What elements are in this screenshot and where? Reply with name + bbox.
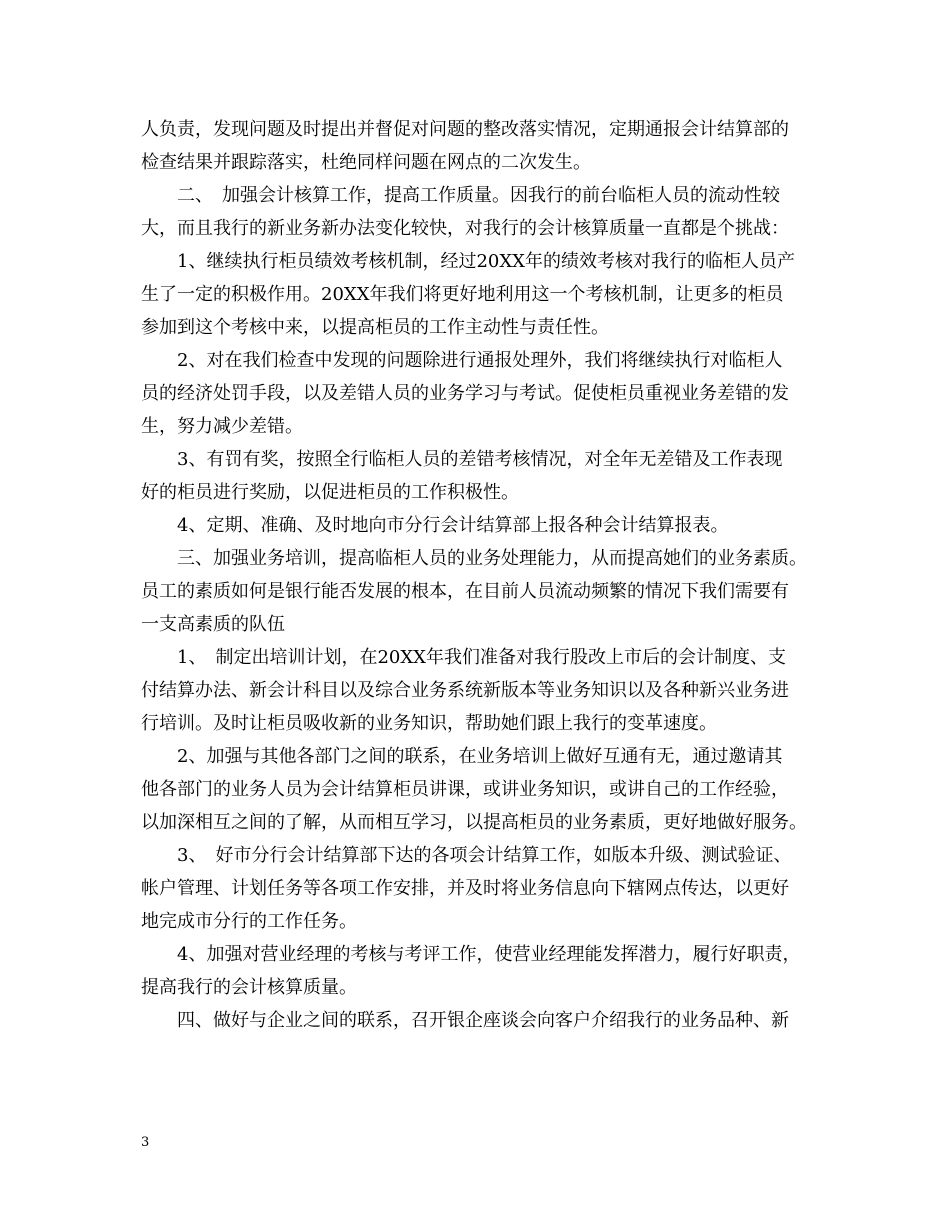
text-line: 4、加强对营业经理的考核与考评工作，使营业经理能发挥潜力，履行好职责， xyxy=(141,944,801,965)
text-line: 帐户管理、计划任务等各项工作安排，并及时将业务信息向下辖网点传达，以更好 xyxy=(141,878,789,899)
text-line: 员的经济处罚手段，以及差错人员的业务学习与考试。促使柜员重视业务差错的发 xyxy=(141,383,789,404)
text-line: 生，努力减少差错。 xyxy=(141,416,303,437)
text-line: 二、 加强会计核算工作，提高工作质量。因我行的前台临柜人员的流动性较 xyxy=(141,185,780,206)
text-line: 好的柜员进行奖励，以促进柜员的工作积极性。 xyxy=(141,482,519,503)
text-line: 3、 好市分行会计结算部下达的各项会计结算工作，如版本升级、测试验证、 xyxy=(141,845,792,866)
text-line: 生了一定的积极作用。20XX年我们将更好地利用这一个考核机制，让更多的柜员 xyxy=(141,284,784,305)
text-line: 行培训。及时让柜员吸收新的业务知识，帮助她们跟上我行的变革速度。 xyxy=(141,713,717,734)
text-line: 参加到这个考核中来，以提高柜员的工作主动性与责任性。 xyxy=(141,317,609,338)
text-line: 3、有罚有奖，按照全行临柜人员的差错考核情况，对全年无差错及工作表现 xyxy=(141,449,783,470)
text-line: 付结算办法、新会计科目以及综合业务系统新版本等业务知识以及各种新兴业务进 xyxy=(141,680,789,701)
text-line: 地完成市分行的工作任务。 xyxy=(141,911,357,932)
text-line: 检查结果并跟踪落实，杜绝同样问题在网点的二次发生。 xyxy=(141,152,591,173)
page-number: 3 xyxy=(141,1135,150,1150)
text-line: 1、继续执行柜员绩效考核机制，经过20XX年的绩效考核对我行的临柜人员产 xyxy=(141,251,795,272)
text-line: 4、定期、准确、及时地向市分行会计结算部上报各种会计结算报表。 xyxy=(141,515,729,536)
text-line: 人负责，发现问题及时提出并督促对问题的整改落实情况，定期通报会计结算部的 xyxy=(141,119,789,140)
text-line: 三、加强业务培训，提高临柜人员的业务处理能力，从而提高她们的业务素质。 xyxy=(141,548,807,569)
text-line: 1、 制定出培训计划，在20XX年我们准备对我行股改上市后的会计制度、支 xyxy=(141,647,786,668)
text-line: 一支高素质的队伍 xyxy=(141,614,285,635)
text-line: 提高我行的会计核算质量。 xyxy=(141,977,357,998)
text-line: 2、对在我们检查中发现的问题除进行通报处理外，我们将继续执行对临柜人 xyxy=(141,350,783,371)
text-line: 2、加强与其他各部门之间的联系，在业务培训上做好互通有无，通过邀请其 xyxy=(141,746,783,767)
text-line: 员工的素质如何是银行能否发展的根本，在目前人员流动频繁的情况下我们需要有 xyxy=(141,581,789,602)
text-line: 大，而且我行的新业务新办法变化较快，对我行的会计核算质量一直都是个挑战： xyxy=(141,218,789,239)
text-line: 他各部门的业务人员为会计结算柜员讲课，或讲业务知识，或讲自己的工作经验， xyxy=(141,779,789,800)
body-text xyxy=(141,113,821,1037)
text-line: 以加深相互之间的了解，从而相互学习，以提高柜员的业务素质，更好地做好服务。 xyxy=(141,812,807,833)
text-line: 四、做好与企业之间的联系，召开银企座谈会向客户介绍我行的业务品种、新 xyxy=(141,1010,789,1031)
